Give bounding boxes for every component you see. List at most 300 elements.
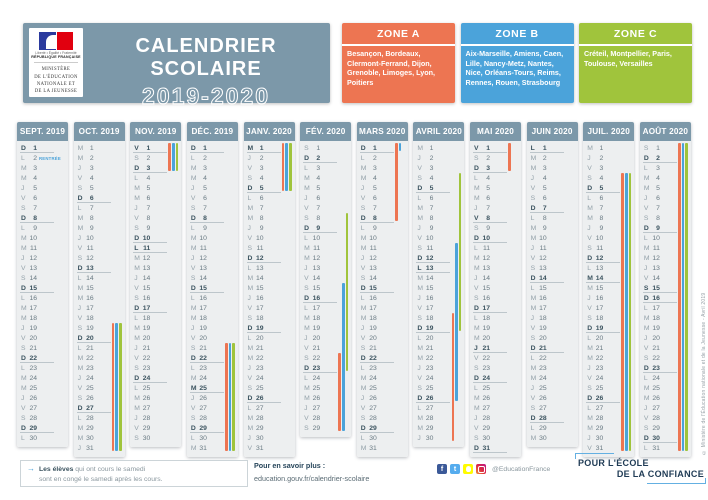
day-letter: M: [134, 264, 140, 272]
day-number: 2: [33, 154, 37, 162]
day-letter: D: [304, 224, 310, 232]
day-number: 3: [429, 164, 434, 172]
day-row: [130, 233, 181, 243]
day-letter: M: [247, 144, 254, 152]
facebook-icon: f: [437, 464, 447, 474]
day-row: [470, 213, 521, 223]
day-letter: L: [190, 224, 195, 232]
day-letter: V: [77, 384, 83, 392]
day-number: 8: [316, 214, 321, 222]
day-letter: J: [530, 244, 535, 252]
month-body: [244, 141, 295, 457]
day-letter: J: [643, 264, 648, 272]
day-row: [244, 273, 295, 283]
slogan: POUR L'ÉCOLE DE LA CONFIANCE: [578, 458, 704, 479]
day-row: [357, 263, 408, 273]
day-letter: M: [474, 334, 480, 342]
day-letter: V: [530, 324, 536, 332]
day-number: 19: [199, 324, 207, 332]
day-number: 16: [142, 294, 151, 302]
day-row: [527, 243, 578, 253]
day-letter: M: [134, 394, 140, 402]
day-row: [244, 433, 295, 443]
day-number: 6: [89, 194, 94, 202]
day-number: 16: [29, 294, 37, 302]
copyright-text: © Ministère de l'Éducation nationale et de la Jeunesse - Avril 2019: [701, 292, 707, 455]
day-letter: J: [77, 164, 82, 172]
day-number: 21: [142, 344, 151, 352]
day-letter: D: [643, 364, 649, 372]
day-letter: V: [21, 264, 26, 272]
republic-name: RÉPUBLIQUE FRANÇAISE: [31, 55, 81, 60]
day-letter: D: [474, 164, 479, 172]
day-number: 30: [425, 434, 434, 442]
day-number: 17: [86, 304, 94, 312]
vacation-bar-zone-b: [682, 143, 685, 451]
day-letter: V: [21, 194, 26, 202]
day-row: [527, 353, 578, 363]
day-number: 5: [656, 184, 660, 192]
month-body: [527, 141, 578, 447]
day-letter: J: [247, 294, 251, 302]
day-letter: M: [360, 314, 367, 322]
day-number: 18: [142, 314, 151, 322]
day-letter: L: [77, 204, 82, 212]
day-number: 8: [542, 214, 547, 222]
vacation-bar-zone-b: [625, 173, 628, 451]
day-row: [470, 243, 521, 253]
day-row: [130, 253, 181, 263]
day-letter: D: [77, 264, 83, 272]
day-number: 13: [652, 264, 660, 272]
day-row: [357, 433, 408, 443]
day-letter: J: [134, 274, 138, 282]
day-row: [357, 313, 408, 323]
day-row: [357, 153, 408, 163]
day-letter: S: [474, 364, 479, 372]
day-number: 28: [255, 414, 264, 422]
day-row: [74, 183, 125, 193]
day-letter: M: [304, 324, 310, 332]
day-row: [74, 213, 125, 223]
day-letter: M: [587, 274, 593, 282]
day-row: [470, 403, 521, 413]
day-row: [244, 193, 295, 203]
day-number: 28: [425, 414, 434, 422]
day-letter: L: [304, 234, 308, 242]
day-letter: D: [417, 184, 423, 192]
day-number: 29: [29, 424, 37, 432]
day-number: 19: [652, 324, 660, 332]
day-row: [187, 253, 238, 263]
day-number: 10: [539, 234, 547, 242]
day-row: [470, 323, 521, 333]
day-letter: S: [643, 214, 649, 222]
day-row: [130, 293, 181, 303]
day-row: [244, 373, 295, 383]
day-row: [17, 333, 68, 343]
day-number: 14: [595, 274, 604, 282]
day-number: 8: [599, 214, 604, 222]
day-row: [527, 333, 578, 343]
day-letter: V: [247, 234, 253, 242]
day-letter: J: [417, 294, 421, 302]
day-number: 31: [255, 444, 264, 452]
day-number: 9: [33, 224, 37, 232]
day-number: 12: [652, 254, 660, 262]
day-number: 21: [312, 344, 321, 352]
day-letter: S: [530, 264, 536, 272]
day-letter: S: [247, 314, 253, 322]
day-letter: S: [474, 154, 479, 162]
day-number: 28: [312, 414, 321, 422]
day-number: 11: [313, 244, 321, 252]
day-number: 9: [259, 224, 264, 232]
day-number: 13: [539, 264, 547, 272]
day-row: [130, 343, 181, 353]
day-letter: J: [360, 394, 365, 402]
day-row: [187, 183, 238, 193]
vacation-bar-zone-a: [452, 313, 455, 441]
day-row: [470, 293, 521, 303]
day-row: [357, 383, 408, 393]
day-letter: L: [360, 224, 365, 232]
day-letter: J: [587, 294, 591, 302]
month-body: [300, 141, 351, 437]
day-row: [300, 143, 351, 153]
day-letter: S: [21, 274, 26, 282]
day-letter: D: [247, 184, 253, 192]
day-letter: M: [587, 424, 593, 432]
vacation-bar-zone-c: [232, 343, 235, 451]
day-letter: L: [417, 404, 422, 412]
day-letter: V: [134, 284, 139, 292]
republic-motto: Liberté • Égalité • Fraternité: [35, 51, 77, 55]
day-number: 3: [372, 164, 377, 172]
day-letter: J: [587, 154, 591, 162]
zone-cities: Aix-Marseille, Amiens, Caen, Lille, Nancy-Metz, Nantes, Nice, Orléans-Tours, Reims, Rennes, Rouen, Strasbourg: [465, 49, 564, 88]
day-letter: S: [190, 414, 196, 422]
day-row: [130, 423, 181, 433]
day-row: [357, 343, 408, 353]
day-number: 24: [425, 374, 434, 382]
day-row: [527, 313, 578, 323]
day-letter: M: [587, 414, 593, 422]
day-row: [244, 423, 295, 433]
day-row: [74, 243, 125, 253]
day-number: 20: [29, 334, 37, 342]
day-row: [244, 413, 295, 423]
day-row: [527, 393, 578, 403]
day-letter: J: [417, 364, 421, 372]
day-number: 12: [29, 254, 37, 262]
day-letter: L: [474, 244, 478, 252]
day-letter: M: [643, 384, 650, 392]
day-letter: M: [190, 164, 197, 172]
day-letter: J: [643, 194, 648, 202]
day-number: 20: [142, 334, 151, 342]
day-number: 29: [369, 424, 377, 432]
day-number: 17: [539, 304, 547, 312]
day-number: 2: [599, 154, 604, 162]
day-letter: S: [417, 174, 422, 182]
day-number: 19: [86, 324, 94, 332]
day-number: 7: [316, 204, 321, 212]
day-row: [244, 353, 295, 363]
day-number: 11: [482, 244, 490, 252]
day-number: 14: [255, 274, 264, 282]
day-row: [470, 233, 521, 243]
day-number: 3: [542, 164, 547, 172]
day-number: 7: [429, 204, 434, 212]
day-number: 6: [146, 194, 151, 202]
day-row: [130, 413, 181, 423]
day-row: [244, 203, 295, 213]
day-number: 4: [203, 174, 207, 182]
day-number: 24: [312, 374, 321, 382]
day-number: 9: [429, 224, 434, 232]
day-letter: S: [417, 314, 422, 322]
vacation-bar-zone-b: [399, 143, 402, 151]
day-letter: M: [77, 224, 84, 232]
day-letter: D: [530, 204, 536, 212]
day-number: 20: [482, 334, 490, 342]
day-letter: S: [587, 384, 592, 392]
day-letter: V: [474, 354, 479, 362]
day-number: 25: [255, 384, 264, 392]
day-letter: S: [247, 384, 253, 392]
day-letter: V: [190, 264, 196, 272]
month-body: [187, 141, 238, 457]
day-number: 2: [146, 154, 151, 162]
month-column: [17, 122, 68, 447]
day-letter: L: [643, 304, 648, 312]
day-number: 3: [89, 164, 94, 172]
day-letter: S: [360, 204, 366, 212]
day-row: [74, 203, 125, 213]
day-number: 25: [86, 384, 94, 392]
day-letter: L: [530, 354, 535, 362]
day-number: 21: [539, 344, 547, 352]
day-number: 6: [372, 194, 377, 202]
day-number: 29: [595, 424, 604, 432]
day-letter: J: [643, 334, 648, 342]
day-number: 8: [486, 214, 490, 222]
day-row: [244, 443, 295, 453]
day-number: 11: [652, 244, 660, 252]
day-number: 30: [482, 434, 490, 442]
day-number: 18: [425, 314, 434, 322]
day-letter: M: [643, 184, 650, 192]
day-letter: S: [190, 274, 196, 282]
day-row: [357, 323, 408, 333]
day-row: [17, 403, 68, 413]
day-letter: M: [190, 304, 197, 312]
month-header: MARS 2020: [357, 122, 408, 141]
day-letter: L: [530, 214, 535, 222]
day-letter: S: [587, 174, 592, 182]
day-number: 4: [316, 174, 321, 182]
day-letter: J: [474, 274, 478, 282]
day-letter: D: [304, 364, 310, 372]
day-letter: J: [304, 404, 308, 412]
day-letter: S: [134, 364, 139, 372]
day-row: [187, 303, 238, 313]
day-number: 24: [86, 374, 94, 382]
day-row: [17, 353, 68, 363]
day-row: [130, 303, 181, 313]
day-number: 20: [425, 334, 434, 342]
day-number: 20: [86, 334, 94, 342]
day-number: 25: [142, 384, 151, 392]
day-letter: J: [247, 364, 251, 372]
day-row: [130, 323, 181, 333]
day-row: [470, 143, 521, 153]
day-number: 25: [369, 384, 377, 392]
day-letter: L: [304, 374, 308, 382]
day-letter: J: [190, 394, 195, 402]
day-letter: M: [474, 184, 480, 192]
day-number: 13: [425, 264, 434, 272]
day-number: 17: [29, 304, 37, 312]
day-number: 10: [312, 234, 321, 242]
day-row: [470, 393, 521, 403]
day-row: [527, 423, 578, 433]
day-row: [470, 363, 521, 373]
day-row: [413, 173, 464, 183]
day-letter: L: [77, 414, 82, 422]
day-letter: L: [21, 154, 25, 162]
month-body: [130, 141, 181, 447]
day-number: 21: [425, 344, 434, 352]
day-letter: M: [417, 424, 424, 432]
day-number: 1: [33, 144, 37, 152]
calendar-grid: [17, 122, 691, 457]
day-number: 6: [656, 194, 660, 202]
day-number: 23: [482, 364, 490, 372]
day-number: 7: [486, 204, 490, 212]
day-number: 22: [482, 354, 490, 362]
day-row: [244, 333, 295, 343]
day-row: [17, 363, 68, 373]
day-number: 27: [595, 404, 604, 412]
day-row: [357, 163, 408, 173]
month-header: OCT. 2019: [74, 122, 125, 141]
day-number: 3: [146, 164, 151, 172]
day-letter: V: [417, 234, 422, 242]
day-letter: M: [21, 374, 27, 382]
day-letter: M: [643, 244, 650, 252]
day-letter: M: [190, 444, 197, 452]
day-number: 25: [29, 384, 37, 392]
day-row: [527, 343, 578, 353]
day-row: [357, 223, 408, 233]
day-number: 14: [539, 274, 547, 282]
day-row: [357, 403, 408, 413]
day-row: [413, 183, 464, 193]
day-row: [527, 293, 578, 303]
day-letter: J: [474, 204, 478, 212]
day-row: [413, 163, 464, 173]
day-row: [357, 283, 408, 293]
day-row: [470, 273, 521, 283]
day-number: 3: [599, 164, 604, 172]
day-letter: J: [77, 234, 82, 242]
vacation-bar-zone-a: [338, 353, 341, 431]
day-row: [130, 393, 181, 403]
more-info-label: Pour en savoir plus :: [254, 461, 326, 470]
day-row: [17, 393, 68, 403]
month-body: [17, 141, 68, 447]
day-letter: L: [21, 364, 25, 372]
day-row: [187, 333, 238, 343]
day-letter: M: [77, 354, 84, 362]
day-number: 5: [203, 184, 207, 192]
day-letter: D: [21, 284, 26, 292]
day-number: 1: [259, 144, 264, 152]
day-number: 9: [146, 224, 151, 232]
day-number: 27: [29, 404, 37, 412]
day-letter: S: [134, 434, 139, 442]
day-letter: D: [247, 254, 253, 262]
day-row: [130, 223, 181, 233]
day-number: 24: [482, 374, 490, 382]
day-number: 7: [203, 204, 207, 212]
day-letter: D: [643, 294, 649, 302]
day-number: 20: [652, 334, 660, 342]
day-number: 30: [539, 434, 547, 442]
day-row: [470, 313, 521, 323]
day-row: [300, 173, 351, 183]
day-letter: J: [247, 434, 251, 442]
day-row: [300, 273, 351, 283]
day-row: [527, 433, 578, 443]
day-row: [357, 363, 408, 373]
day-letter: J: [417, 154, 421, 162]
day-row: [527, 173, 578, 183]
day-row: [130, 193, 181, 203]
day-row: [244, 223, 295, 233]
day-number: 26: [199, 394, 207, 402]
day-number: 12: [199, 254, 207, 262]
day-letter: S: [247, 244, 253, 252]
day-number: 17: [369, 304, 377, 312]
day-number: 9: [89, 224, 94, 232]
day-letter: D: [530, 344, 536, 352]
day-number: 18: [312, 314, 321, 322]
day-number: 28: [86, 414, 94, 422]
day-number: 30: [255, 434, 264, 442]
day-row: [17, 383, 68, 393]
day-letter: M: [77, 294, 84, 302]
day-row: [470, 253, 521, 263]
day-number: 28: [369, 414, 377, 422]
day-number: 25: [482, 384, 490, 392]
day-letter: M: [474, 404, 480, 412]
day-number: 22: [652, 354, 660, 362]
day-number: 1: [316, 144, 321, 152]
day-number: 7: [542, 204, 547, 212]
day-row: [470, 153, 521, 163]
saturday-note-text: Les élèves qui ont cours le samedi sont en congé le samedi après les cours.: [39, 466, 163, 484]
day-letter: L: [530, 284, 535, 292]
day-letter: M: [474, 394, 480, 402]
day-letter: V: [134, 354, 139, 362]
day-row: [130, 403, 181, 413]
day-letter: D: [190, 424, 196, 432]
day-letter: J: [134, 344, 138, 352]
day-letter: V: [587, 374, 592, 382]
